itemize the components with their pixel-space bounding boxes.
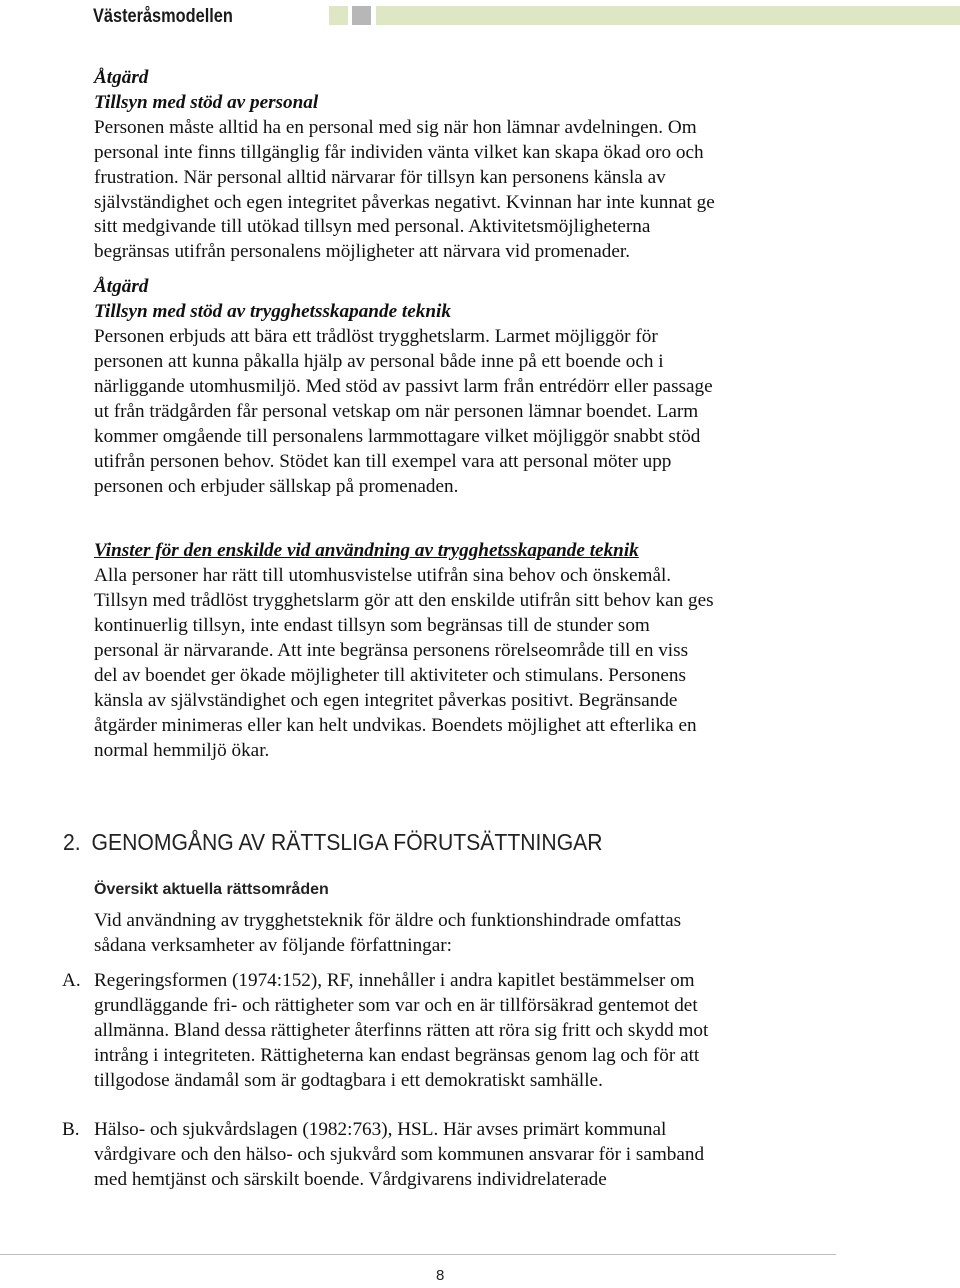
list-marker-a: A. <box>62 970 81 991</box>
section-atgard-teknik <box>94 275 810 499</box>
body-line: Alla personer har rätt till utomhusvistelse utifrån sina behov och önskemål. <box>94 565 672 587</box>
body-line: del av boendet ger ökade möjligheter till aktiviteter och stimulans. Personens <box>94 664 686 686</box>
body-line: Tillsyn med trådlöst trygghetslarm gör att den enskilde utifrån sitt behov kan ges <box>94 590 714 612</box>
page-number: 8 <box>436 1267 445 1284</box>
body-line: sitt medgivande till utökad tillsyn med personal. Aktivitetsmöjligheterna <box>94 216 651 238</box>
body-line: med hemtjänst och särskilt boende. Vårdgivarens individrelaterade <box>94 1168 607 1190</box>
body-line: frustration. När personal alltid närvarar för tillsyn kan personens känsla av <box>94 166 666 188</box>
body-line: ut från trädgården får personal vetskap om när personen lämnar boendet. Larm <box>94 400 699 422</box>
body-line: tillgodose ändamål som är godtagbara i ett demokratiskt samhälle. <box>94 1069 603 1091</box>
section-vinster <box>94 539 810 763</box>
chapter-heading <box>63 829 603 856</box>
header-decor-bar <box>376 6 960 25</box>
header-decor-block-light <box>329 6 348 25</box>
section-heading: Åtgärd <box>94 67 149 88</box>
section-heading: Vinster för den enskilde vid användning av trygghetsskapande teknik <box>94 540 639 562</box>
body-line: grundläggande fri- och rättigheter som var och en är tillförsäkrad gentemot det <box>94 994 698 1016</box>
body-line: allmänna. Bland dessa rättigheter återfinns rätten att röra sig fritt och skydd mot <box>94 1019 709 1041</box>
body-line: sådana verksamheter av följande författningar: <box>94 934 453 956</box>
body-line: åtgärder minimeras eller kan helt undvikas. Boendets möjlighet att efterlika en <box>94 714 697 736</box>
body-line: känsla av självständighet och egen integritet påverkas positivt. Begränsande <box>94 689 678 711</box>
list-item-a <box>94 969 810 1094</box>
body-line: Personen erbjuds att bära ett trådlöst trygghetslarm. Larmet möjliggör för <box>94 326 658 348</box>
section-atgard-personal <box>94 66 810 265</box>
list-marker-b: B. <box>62 1119 80 1140</box>
body-line: personen och erbjuder sällskap på promenaden. <box>94 475 459 497</box>
list-item-b <box>94 1118 810 1193</box>
body-line: Vid användning av trygghetsteknik för äldre och funktionshindrade omfattas <box>94 910 682 931</box>
body-line: kommer omgående till personalens larmmottagare vilket möjliggör snabbt stöd <box>94 425 701 447</box>
section-heading: Åtgärd <box>94 276 149 298</box>
body-line: vårdgivare och den hälso- och sjukvård som kommunen ansvarar för i samband <box>94 1143 705 1165</box>
footer-divider <box>0 1254 836 1255</box>
body-line: Hälso- och sjukvårdslagen (1982:763), HSL. Här avses primärt kommunal <box>94 1119 667 1140</box>
body-line: Regeringsformen (1974:152), RF, innehåller i andra kapitlet bestämmelser om <box>94 970 695 991</box>
section-subheading: Tillsyn med stöd av personal <box>94 91 319 113</box>
header-decor-block-gray <box>352 6 371 25</box>
body-line: närliggande utomhusmiljö. Med stöd av passivt larm från entrédörr eller passage <box>94 375 713 397</box>
body-line: självständighet och egen integritet påverkas negativt. Kvinnan har inte kunnat ge <box>94 191 715 213</box>
body-line: personal är närvarande. Att inte begränsa personens rörelseområde till en viss <box>94 640 689 662</box>
body-line: personen att kunna påkalla hjälp av personal både inne på ett boende och i <box>94 350 664 372</box>
document-body <box>94 66 810 764</box>
body-line: personal inte finns tillgänglig får individen vänta vilket kan skapa ökad oro och <box>94 141 704 163</box>
chapter-number: 2. <box>63 829 81 855</box>
body-line: utifrån personen behov. Stödet kan till exempel vara att personal möter upp <box>94 450 672 472</box>
chapter-title: GENOMGÅNG AV RÄTTSLIGA FÖRUTSÄTTNINGAR <box>91 829 603 855</box>
body-line: intrång i integriteten. Rättigheterna kan endast begränsas genom lag och för att <box>94 1044 700 1066</box>
chapter-intro <box>94 909 810 959</box>
chapter-subtitle: Översikt aktuella rättsområden <box>94 881 329 898</box>
body-line: Personen måste alltid ha en personal med sig när hon lämnar avdelningen. Om <box>94 116 697 138</box>
body-line: kontinuerlig tillsyn, inte endast tillsyn som begränsas till de stunder som <box>94 615 650 637</box>
body-line: begränsas utifrån personalens möjligheter att närvara vid promenader. <box>94 241 630 263</box>
body-line: normal hemmiljö ökar. <box>94 739 270 761</box>
section-subheading: Tillsyn med stöd av trygghetsskapande teknik <box>94 301 451 323</box>
running-header-title: Västeråsmodellen <box>93 6 233 27</box>
